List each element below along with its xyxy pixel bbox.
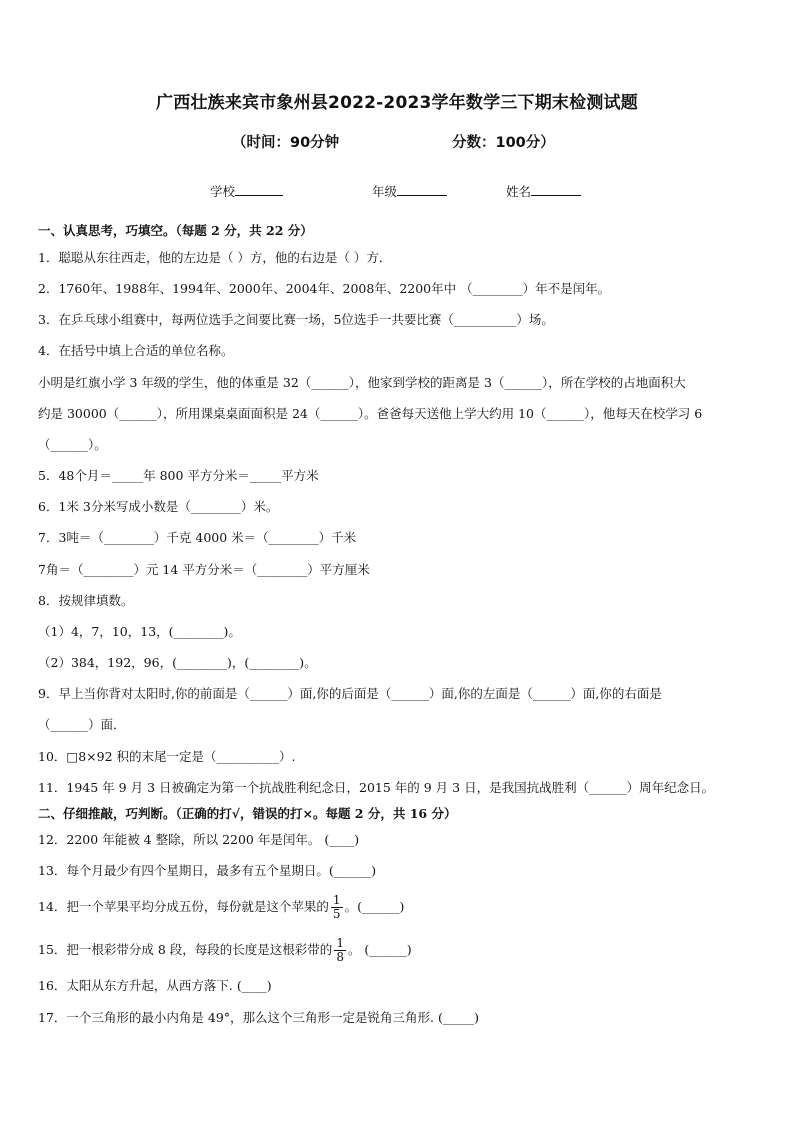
section1-heading: 一、认真思考，巧填空。（每题 2 分，共 22 分）	[38, 223, 313, 238]
school-label: 学校	[210, 184, 236, 199]
question-14	[38, 888, 404, 926]
question-17: 17．一个三角形的最小内角是 49°，那么这个三角形一定是锐角三角形. (_____)	[38, 1010, 479, 1025]
grade-field	[372, 182, 447, 200]
grade-label: 年级	[372, 184, 398, 199]
fraction-denominator: 8	[336, 949, 344, 964]
question-15-text: 15．把一根彩带分成 8 段，每段的长度是这根彩带的	[38, 942, 333, 957]
school-field	[210, 182, 283, 200]
name-field	[506, 182, 581, 200]
question-4-line1: 小明是红旗小学 3 年级的学生，他的体重是 32（______），他家到学校的距离是 3（______），所在学校的占地面积大	[38, 375, 686, 390]
fraction-numerator: 1	[332, 892, 341, 907]
page-title: 广西壮族来宾市象州县2022-2023学年数学三下期末检测试题	[156, 93, 638, 113]
question-15	[38, 931, 412, 969]
question-14-answer: 。(______)	[344, 899, 405, 914]
exam-score: 分数：100分）	[452, 135, 555, 151]
question-14-text: 14．把一个苹果平均分成五份，每份就是这个苹果的	[38, 899, 329, 914]
question-16: 16．太阳从东方升起，从西方落下. (____)	[38, 978, 272, 993]
question-8-2: （2）384，192，96，(________)，(________)。	[38, 655, 317, 670]
question-8-1: （1）4，7，10，13，(________)。	[38, 624, 241, 639]
question-3: 3．在乒乓球小组赛中，每两位选手之间要比赛一场，5位选手一共要比赛（__________）场。	[38, 312, 554, 327]
question-5: 5．48个月＝_____年 800 平方分米＝_____平方米	[38, 468, 319, 483]
section2-heading: 二、仔细推敲，巧判断。（正确的打√，错误的打×。每题 2 分，共 16 分）	[38, 806, 457, 821]
question-10: 10．□8×92 积的末尾一定是（__________）.	[38, 749, 296, 764]
exam-time: （时间：90分钟	[232, 135, 340, 151]
question-7a: 7．3吨＝（________）千克 4000 米＝（________）千米	[38, 530, 357, 545]
question-4: 4．在括号中填上合适的单位名称。	[38, 343, 234, 358]
fraction-numerator: 1	[336, 935, 344, 950]
question-11: 11．1945 年 9 月 3 日被确定为第一个抗战胜利纪念日，2015 年的 9 月 3 日，是我国抗战胜利（______）周年纪念日。	[38, 780, 715, 795]
question-1: 1．聪聪从东往西走，他的左边是（ ）方，他的右边是（ ）方．	[38, 250, 392, 265]
question-9-line2: （______）面．	[38, 717, 126, 732]
school-blank	[235, 183, 283, 196]
grade-blank	[397, 183, 447, 196]
question-4-line2: 约是 30000（______），所用课桌桌面面积是 24（______）。爸爸每天送他上学大约用 10（______），他每天在校学习 6	[38, 406, 703, 421]
question-13: 13．每个月最少有四个星期日，最多有五个星期日。(______)	[38, 863, 377, 878]
question-8: 8．按规律填数。	[38, 593, 134, 608]
fraction-one-eighth	[334, 937, 346, 964]
question-7b: 7角＝（________）元 14 平方分米＝（________）平方厘米	[38, 562, 370, 577]
question-6: 6．1米 3分米写成小数是（________）米。	[38, 499, 279, 514]
question-2: 2．1760年、1988年、1994年、2000年、2004年、2008年、2200年中 （________）年不是闰年。	[38, 281, 611, 296]
question-12: 12．2200 年能被 4 整除，所以 2200 年是闰年。 (____)	[38, 832, 360, 847]
name-label: 姓名	[506, 184, 532, 199]
fraction-denominator: 5	[332, 906, 341, 921]
question-9-line1: 9．早上当你背对太阳时,你的前面是（______）面,你的后面是（______）面,你的左面是（______）面,你的右面是	[38, 686, 662, 701]
name-blank	[531, 183, 581, 196]
fraction-one-fifth	[331, 894, 343, 921]
question-15-answer: 。 (______)	[347, 942, 412, 957]
question-4-line3: （______）。	[38, 437, 107, 452]
